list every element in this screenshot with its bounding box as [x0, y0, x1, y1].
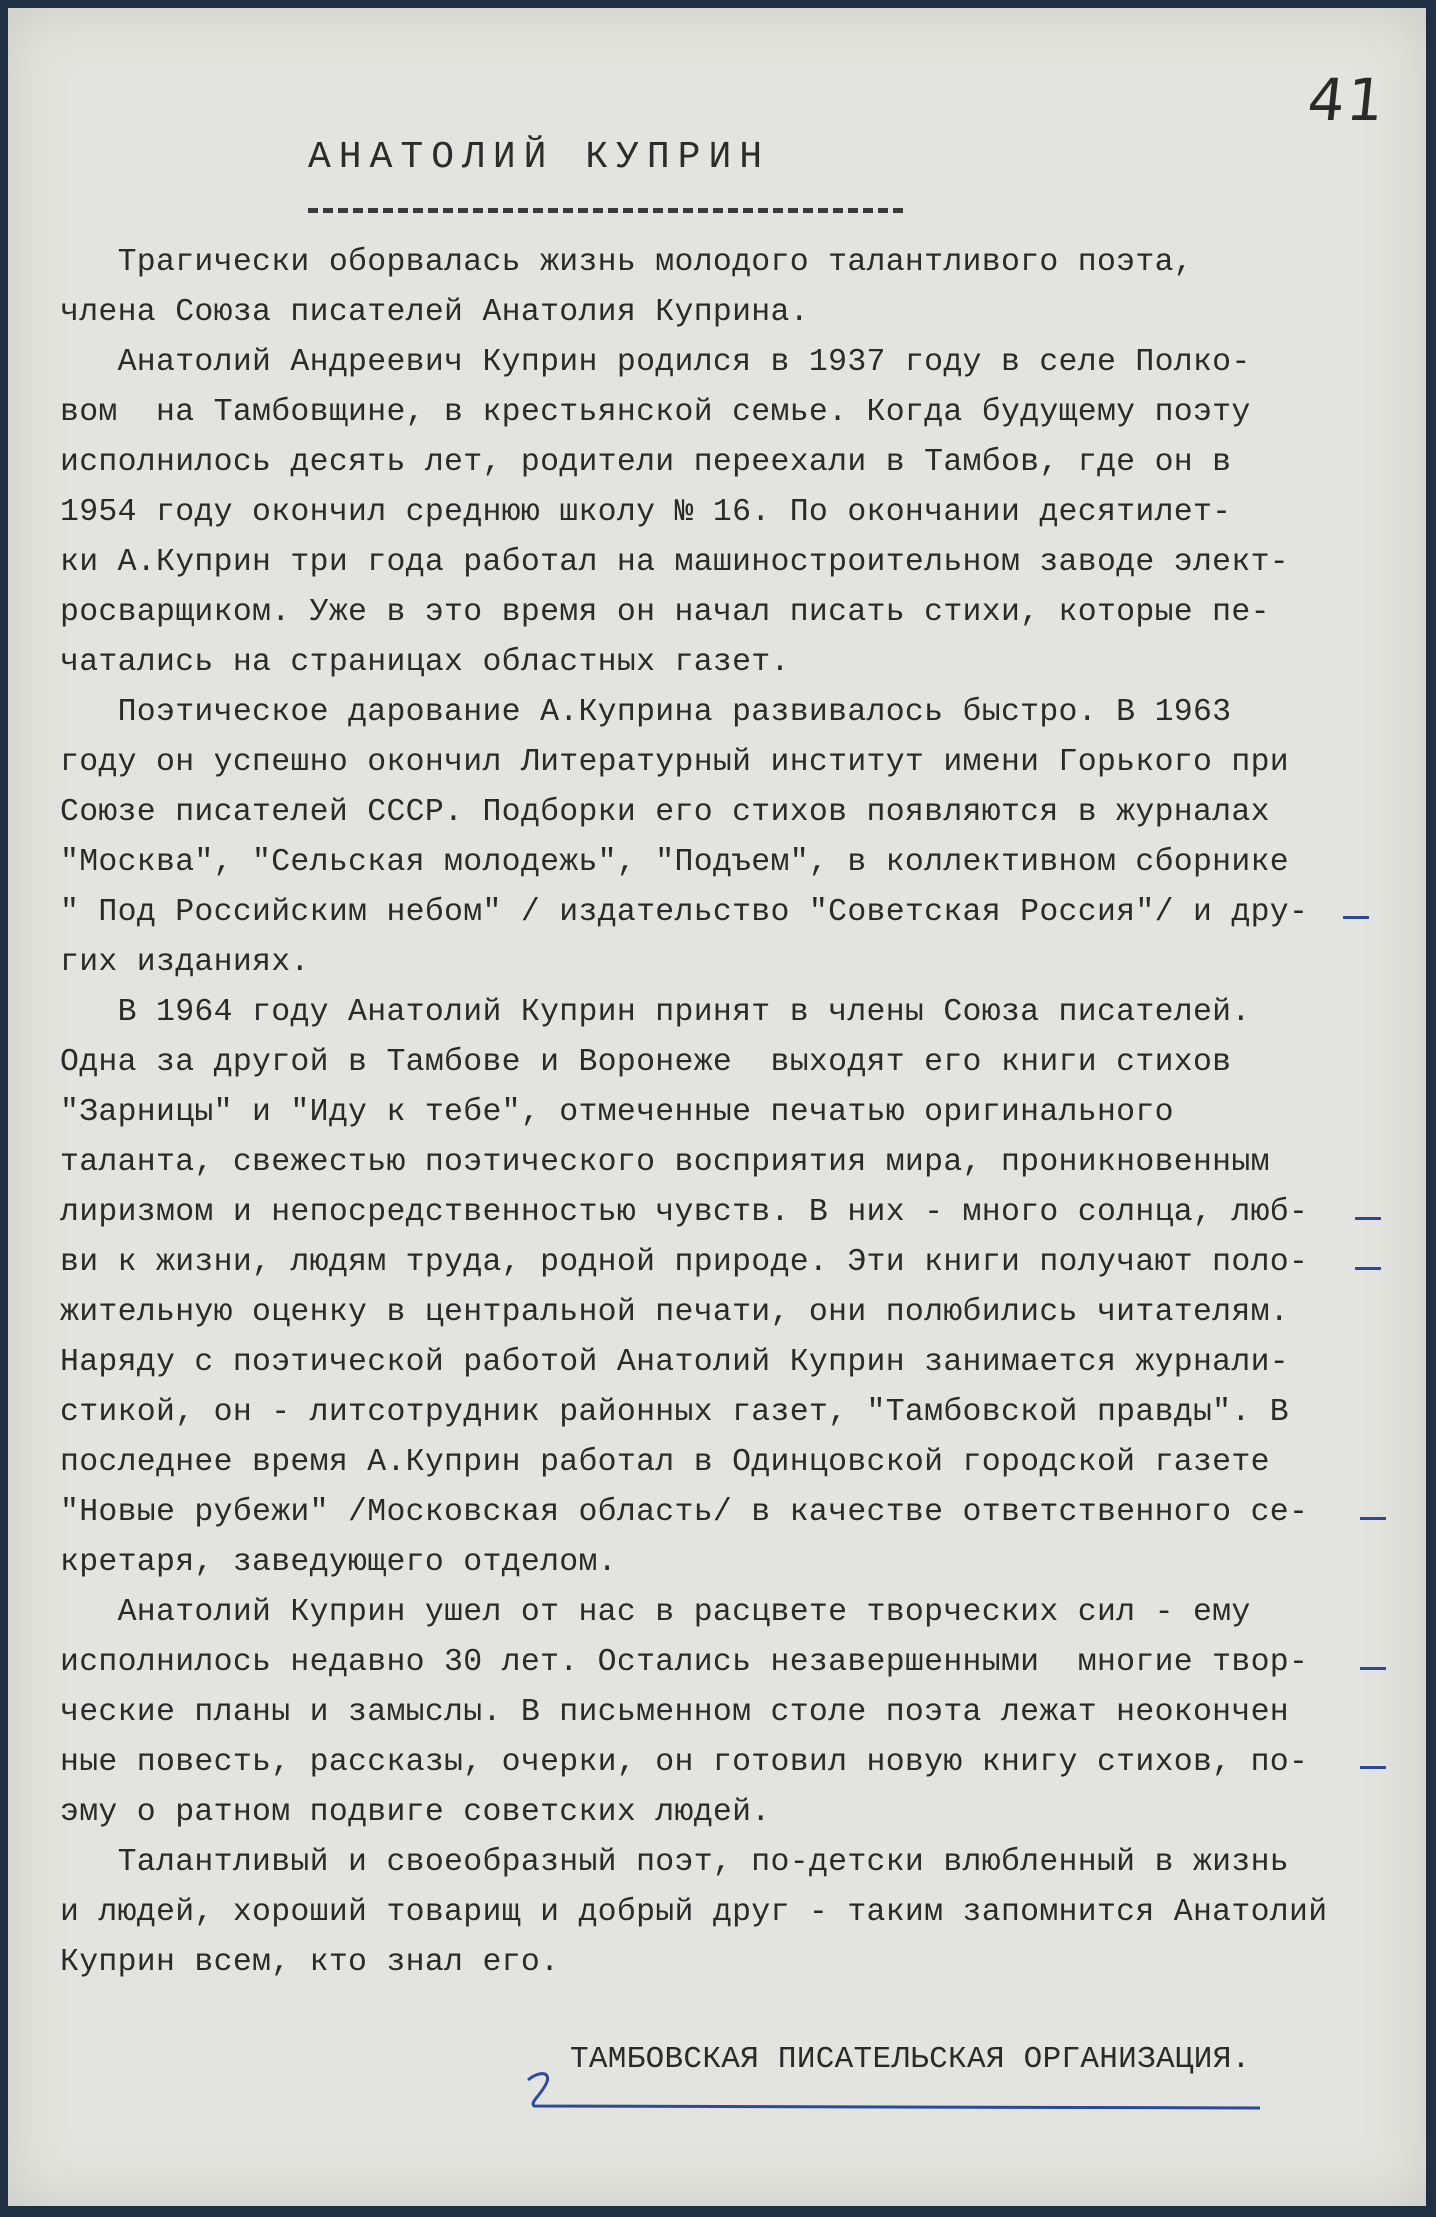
signature-organization: ТАМБОВСКАЯ ПИСАТЕЛЬСКАЯ ОРГАНИЗАЦИЯ.	[570, 2042, 1251, 2077]
text-line: исполнилось десять лет, родители переехали в Тамбов, где он в	[60, 445, 1232, 480]
ink-correction-mark	[1355, 1267, 1381, 1270]
text-line: росварщиком. Уже в это время он начал писать стихи, которые пе-	[60, 595, 1270, 630]
text-line: жительную оценку в центральной печати, они полюбились читателям.	[60, 1295, 1289, 1330]
text-line: и людей, хороший товарищ и добрый друг - таким запомнится Анатолий	[60, 1895, 1328, 1930]
paragraph-2	[60, 338, 1400, 688]
paragraph-4	[60, 988, 1400, 1588]
text-line: членa Союза писателей Анатолия Куприна.	[60, 295, 809, 330]
ink-correction-mark	[1355, 1217, 1381, 1220]
text-line: "Зарницы" и "Иду к тебе", отмеченные печатью оригинального	[60, 1095, 1174, 1130]
text-line: " Под Российским небом" / издательство "Советская Россия"/ и дру-	[60, 895, 1309, 930]
text-line: Талантливый и своеобразный поэт, по-детски влюбленный в жизнь	[60, 1845, 1289, 1880]
handwritten-signature-mark	[520, 2062, 1260, 2122]
ink-correction-mark	[1360, 1667, 1386, 1670]
text-line: чатались на страницах областных газет.	[60, 645, 790, 680]
text-line: ные повесть, рассказы, очерки, он готовил новую книгу стихов, по-	[60, 1745, 1309, 1780]
text-line: таланта, свежестью поэтического восприятия мира, проникновенным	[60, 1145, 1270, 1180]
text-line: Куприн всем, кто знал его.	[60, 1945, 560, 1980]
document-body	[60, 238, 1400, 1988]
text-line: эму о ратном подвиге советских людей.	[60, 1795, 771, 1830]
text-line: ки А.Куприн три года работал на машиностроительном заводе элект-	[60, 545, 1289, 580]
paragraph-1	[60, 238, 1400, 338]
text-line: Наряду с поэтической работой Анатолий Куприн занимается журнали-	[60, 1345, 1289, 1380]
document-page	[8, 8, 1426, 2206]
ink-correction-mark	[1360, 1766, 1386, 1769]
document-title: АНАТОЛИЙ КУПРИН	[308, 136, 771, 179]
ink-correction-mark	[1343, 916, 1369, 919]
text-line: Анатолий Куприн ушел от нас в расцвете творческих сил - ему	[60, 1595, 1251, 1630]
paragraph-3	[60, 688, 1400, 988]
paragraph-5	[60, 1588, 1400, 1838]
text-line: "Новые рубежи" /Московская область/ в качестве ответственного се-	[60, 1495, 1309, 1530]
text-line: "Москва", "Сельская молодежь", "Подъем", в коллективном сборнике	[60, 845, 1289, 880]
text-line: 1954 году окончил среднюю школу № 16. По окончании десятилет-	[60, 495, 1232, 530]
text-line: стикой, он - литсотрудник районных газет, "Тамбовской правды". В	[60, 1395, 1289, 1430]
paragraph-6	[60, 1838, 1400, 1988]
text-line: гих изданиях.	[60, 945, 310, 980]
title-underline	[308, 208, 903, 213]
text-line: лиризмом и непосредственностью чувств. В них - много солнца, люб-	[60, 1195, 1309, 1230]
text-line: последнее время А.Куприн работал в Одинцовской городской газете	[60, 1445, 1270, 1480]
text-line: Одна за другой в Тамбове и Воронеже выходят его книги стихов	[60, 1045, 1232, 1080]
text-line: кретаря, заведующего отделом.	[60, 1545, 617, 1580]
text-line: вом на Тамбовщине, в крестьянской семье. Когда будущему поэту	[60, 395, 1251, 430]
text-line: ви к жизни, людям труда, родной природе. Эти книги получают поло-	[60, 1245, 1309, 1280]
text-line: Поэтическое дарование А.Куприна развивалось быстро. В 1963	[60, 695, 1232, 730]
ink-correction-mark	[1360, 1517, 1386, 1520]
text-line: Трагически оборвалась жизнь молодого талантливого поэта,	[60, 245, 1193, 280]
text-line: исполнилось недавно 30 лет. Остались незавершенными многие твор-	[60, 1645, 1309, 1680]
text-line: году он успешно окончил Литературный институт имени Горького при	[60, 745, 1289, 780]
text-line: Союзе писателей СССР. Подборки его стихов появляются в журналах	[60, 795, 1270, 830]
text-line: В 1964 году Анатолий Куприн принят в члены Союза писателей.	[60, 995, 1251, 1030]
page-number: 41	[1304, 66, 1390, 134]
text-line: ческие планы и замыслы. В письменном столе поэта лежат неокончен	[60, 1695, 1289, 1730]
text-line: Анатолий Андреевич Куприн родился в 1937 году в селе Полко-	[60, 345, 1251, 380]
